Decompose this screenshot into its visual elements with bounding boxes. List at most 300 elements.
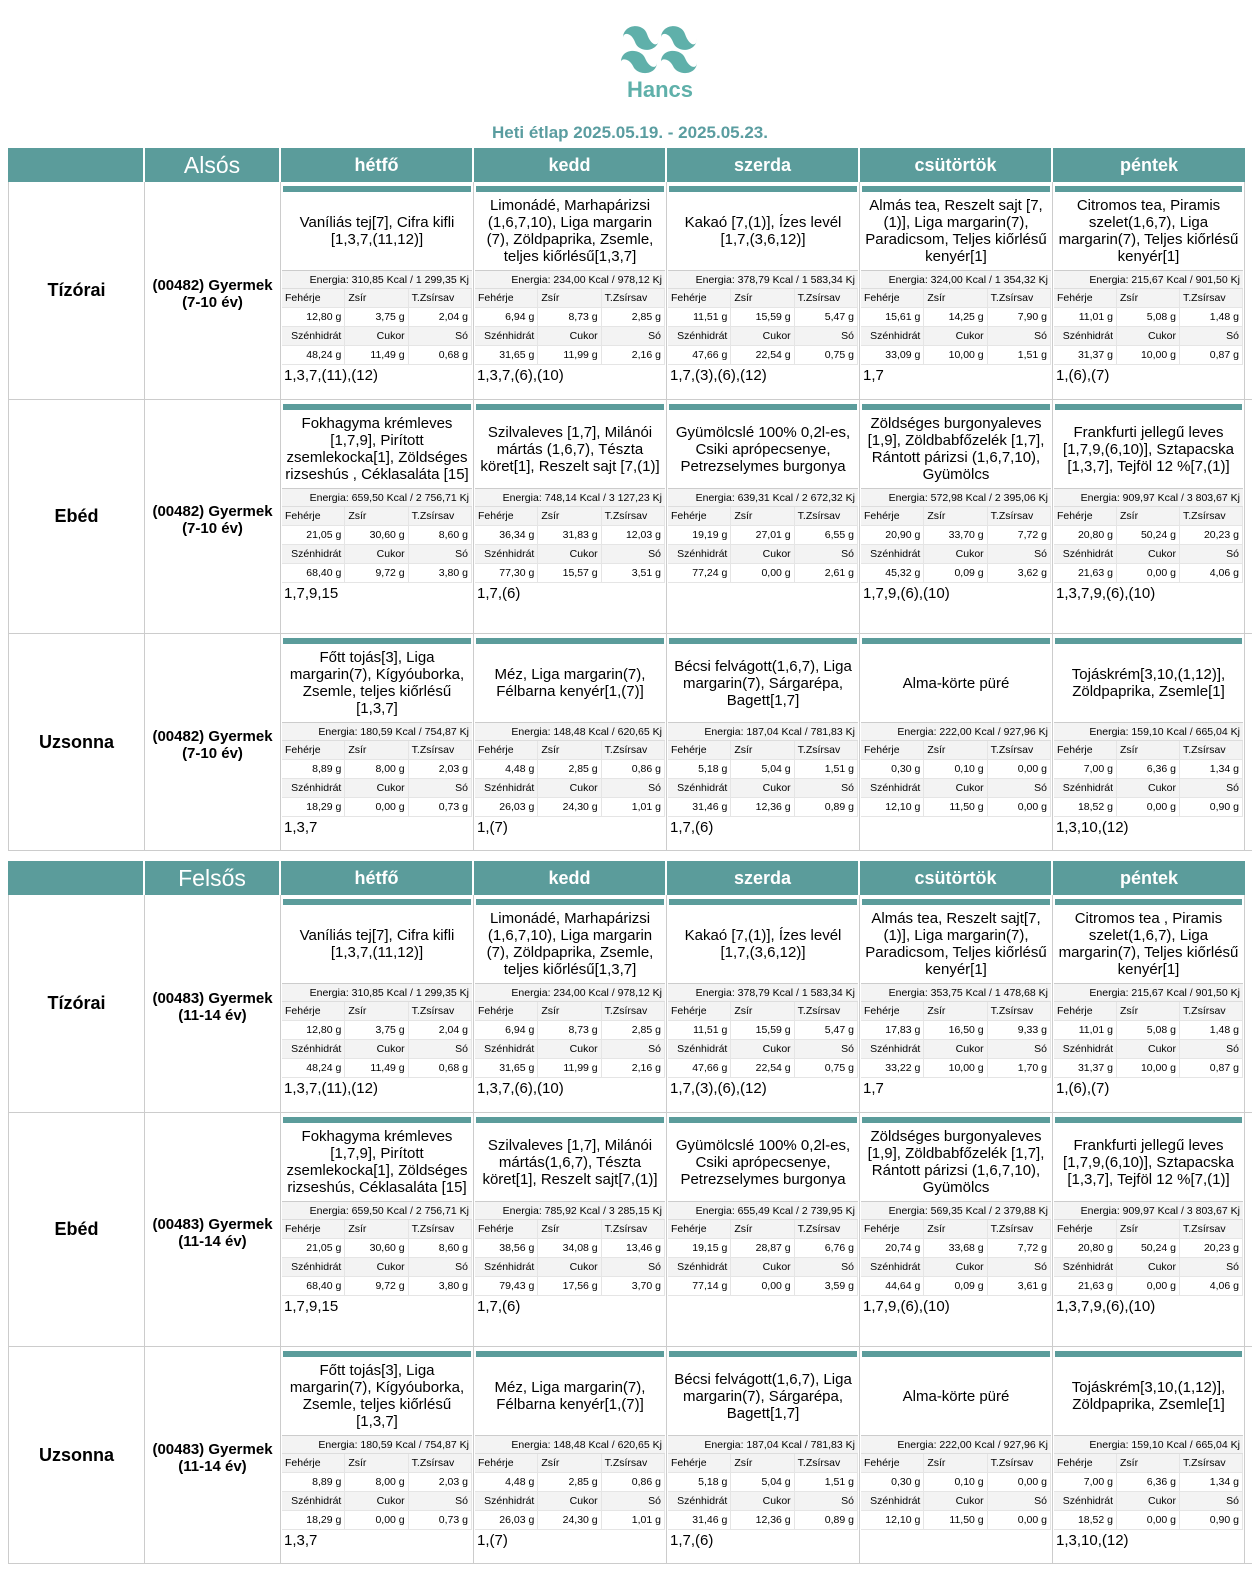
label-zsir: Zsír [924, 289, 987, 308]
day-header: hétfő [281, 861, 474, 895]
dish-text: Kakaó [7,(1)], Ízes levél [1,7,(3,6,12)] [668, 192, 858, 271]
dish-text: Szilvaleves [1,7], Milánói mártás(1,6,7), Tészta köret[1], Reszelt sajt[7,(1)] [475, 1123, 665, 1202]
label-so: Só [988, 1492, 1051, 1511]
label-szenhidrat: Szénhidrát [668, 779, 731, 798]
label-so: Só [602, 1258, 665, 1277]
allergen-codes: 1,(6),(7) [1056, 367, 1110, 384]
day-menu-cell [667, 182, 860, 399]
allergen-codes: 1,3,10,(12) [1056, 1532, 1129, 1549]
allergen-codes: 1,3,7 [284, 1532, 318, 1549]
label-zsir: Zsír [345, 507, 408, 526]
label-so: Só [795, 1258, 858, 1277]
label-tzsirsav: T.Zsírsav [602, 289, 665, 308]
label-szenhidrat: Szénhidrát [282, 545, 345, 564]
energy-value: Energia: 180,59 Kcal / 754,87 Kj [282, 1436, 472, 1454]
value-tzsirsav: 12,03 g [602, 526, 665, 545]
label-so: Só [795, 545, 858, 564]
value-zsir: 0,10 g [924, 1473, 987, 1492]
value-so: 0,00 g [988, 1511, 1051, 1530]
value-cukor: 0,09 g [924, 564, 987, 583]
value-szenhidrat: 48,24 g [282, 346, 345, 365]
meal-name: Uzsonna [8, 1347, 145, 1563]
dish-text: Vaníliás tej[7], Cifra kifli [1,3,7,(11,12)] [282, 192, 472, 271]
value-tzsirsav: 2,85 g [602, 1021, 665, 1040]
label-szenhidrat: Szénhidrát [861, 1258, 924, 1277]
label-szenhidrat: Szénhidrát [861, 327, 924, 346]
label-so: Só [988, 327, 1051, 346]
label-so: Só [1180, 1258, 1243, 1277]
value-zsir: 50,24 g [1117, 526, 1180, 545]
value-zsir: 2,85 g [538, 760, 601, 779]
day-menu-cell [860, 400, 1053, 633]
label-cukor: Cukor [345, 779, 408, 798]
dish-text: Tojáskrém[3,10,(1,12)], Zöldpaprika, Zsemle[1] [1054, 644, 1243, 723]
energy-value: Energia: 159,10 Kcal / 665,04 Kj [1054, 723, 1243, 741]
value-feherje: 21,05 g [282, 526, 345, 545]
hancs-logo [615, 18, 705, 102]
value-zsir: 33,70 g [924, 526, 987, 545]
value-zsir: 14,25 g [924, 308, 987, 327]
label-zsir: Zsír [345, 1220, 408, 1239]
value-szenhidrat: 18,29 g [282, 798, 345, 817]
value-tzsirsav: 6,76 g [795, 1239, 858, 1258]
nutrition-table [668, 1454, 858, 1530]
value-so: 0,90 g [1180, 1511, 1243, 1530]
label-so: Só [1180, 1040, 1243, 1059]
label-tzsirsav: T.Zsírsav [988, 741, 1051, 760]
value-zsir: 15,59 g [731, 1021, 794, 1040]
value-tzsirsav: 0,00 g [988, 760, 1051, 779]
dish-text: Almás tea, Reszelt sajt[7,(1)], Liga margarin(7), Paradicsom, Teljes kiőrlésű kenyér[1] [861, 905, 1051, 984]
label-tzsirsav: T.Zsírsav [1180, 1454, 1243, 1473]
value-szenhidrat: 31,37 g [1054, 1059, 1117, 1078]
value-tzsirsav: 20,23 g [1180, 1239, 1243, 1258]
energy-value: Energia: 310,85 Kcal / 1 299,35 Kj [282, 984, 472, 1002]
value-so: 4,06 g [1180, 564, 1243, 583]
value-feherje: 19,19 g [668, 526, 731, 545]
label-szenhidrat: Szénhidrát [282, 1040, 345, 1059]
label-szenhidrat: Szénhidrát [861, 1040, 924, 1059]
label-feherje: Fehérje [475, 1220, 538, 1239]
value-feherje: 0,30 g [861, 1473, 924, 1492]
value-zsir: 30,60 g [345, 526, 408, 545]
allergen-codes: 1,7,(6) [477, 585, 521, 602]
energy-value: Energia: 572,98 Kcal / 2 395,06 Kj [861, 489, 1051, 507]
nutrition-table [1054, 1220, 1243, 1296]
label-so: Só [409, 1040, 472, 1059]
value-szenhidrat: 21,63 g [1054, 564, 1117, 583]
value-szenhidrat: 12,10 g [861, 798, 924, 817]
day-menu-cell [474, 1113, 667, 1346]
label-tzsirsav: T.Zsírsav [1180, 507, 1243, 526]
energy-value: Energia: 748,14 Kcal / 3 127,23 Kj [475, 489, 665, 507]
label-feherje: Fehérje [475, 1454, 538, 1473]
day-header: szerda [667, 148, 860, 182]
nutrition-table [475, 1454, 665, 1530]
group-name: (00482) Gyermek (7-10 év) [145, 400, 281, 633]
value-tzsirsav: 7,90 g [988, 308, 1051, 327]
day-header: hétfő [281, 148, 474, 182]
label-cukor: Cukor [731, 1040, 794, 1059]
meal-row [8, 1113, 1252, 1347]
nutrition-table [1054, 741, 1243, 817]
label-szenhidrat: Szénhidrát [1054, 327, 1117, 346]
nutrition-table [282, 507, 472, 583]
label-feherje: Fehérje [668, 1454, 731, 1473]
label-szenhidrat: Szénhidrát [668, 1040, 731, 1059]
value-cukor: 17,56 g [538, 1277, 601, 1296]
value-feherje: 5,18 g [668, 1473, 731, 1492]
allergen-codes: 1,7,9,15 [284, 585, 339, 602]
value-szenhidrat: 47,66 g [668, 346, 731, 365]
nutrition-table [1054, 289, 1243, 365]
label-zsir: Zsír [538, 1002, 601, 1021]
label-feherje: Fehérje [282, 507, 345, 526]
logo-wordmark: Hancs [626, 77, 694, 102]
value-cukor: 0,00 g [1117, 1511, 1180, 1530]
value-zsir: 33,68 g [924, 1239, 987, 1258]
energy-value: Energia: 234,00 Kcal / 978,12 Kj [475, 984, 665, 1002]
label-so: Só [409, 779, 472, 798]
value-so: 3,61 g [988, 1277, 1051, 1296]
label-feherje: Fehérje [282, 289, 345, 308]
value-feherje: 11,51 g [668, 308, 731, 327]
label-feherje: Fehérje [1054, 1002, 1117, 1021]
value-tzsirsav: 8,60 g [409, 1239, 472, 1258]
dish-text: Kakaó [7,(1)], Ízes levél [1,7,(3,6,12)] [668, 905, 858, 984]
day-menu-cell [474, 895, 667, 1112]
allergen-codes: 1,7,(3),(6),(12) [670, 367, 767, 384]
label-cukor: Cukor [538, 1492, 601, 1511]
label-feherje: Fehérje [668, 289, 731, 308]
value-cukor: 24,30 g [538, 1511, 601, 1530]
label-tzsirsav: T.Zsírsav [409, 507, 472, 526]
label-cukor: Cukor [731, 1258, 794, 1277]
value-zsir: 3,75 g [345, 1021, 408, 1040]
value-zsir: 16,50 g [924, 1021, 987, 1040]
day-menu-cell [281, 1347, 474, 1563]
value-szenhidrat: 31,65 g [475, 346, 538, 365]
label-tzsirsav: T.Zsírsav [409, 1454, 472, 1473]
label-tzsirsav: T.Zsírsav [602, 1002, 665, 1021]
label-cukor: Cukor [1117, 327, 1180, 346]
energy-value: Energia: 222,00 Kcal / 927,96 Kj [861, 1436, 1051, 1454]
day-header: kedd [474, 148, 667, 182]
label-so: Só [409, 1492, 472, 1511]
energy-value: Energia: 215,67 Kcal / 901,50 Kj [1054, 271, 1243, 289]
meal-row [8, 1347, 1252, 1564]
day-menu-cell [1053, 400, 1245, 633]
label-cukor: Cukor [345, 1040, 408, 1059]
label-so: Só [602, 1040, 665, 1059]
value-so: 1,70 g [988, 1059, 1051, 1078]
label-feherje: Fehérje [1054, 1454, 1117, 1473]
nutrition-table [861, 1454, 1051, 1530]
value-szenhidrat: 79,43 g [475, 1277, 538, 1296]
value-so: 0,90 g [1180, 798, 1243, 817]
energy-value: Energia: 378,79 Kcal / 1 583,34 Kj [668, 271, 858, 289]
label-zsir: Zsír [731, 289, 794, 308]
label-zsir: Zsír [538, 289, 601, 308]
nutrition-table [1054, 1002, 1243, 1078]
label-szenhidrat: Szénhidrát [1054, 545, 1117, 564]
label-szenhidrat: Szénhidrát [282, 1492, 345, 1511]
allergen-codes: 1,3,7,(11),(12) [284, 1080, 378, 1097]
label-so: Só [988, 779, 1051, 798]
meal-name: Uzsonna [8, 634, 145, 850]
value-so: 0,00 g [988, 798, 1051, 817]
allergen-codes: 1,7,9,(6),(10) [863, 585, 950, 602]
day-menu-cell [281, 400, 474, 633]
allergen-codes: 1,3,7,(11),(12) [284, 367, 378, 384]
value-cukor: 10,00 g [1117, 346, 1180, 365]
label-tzsirsav: T.Zsírsav [602, 507, 665, 526]
label-zsir: Zsír [924, 741, 987, 760]
value-tzsirsav: 13,46 g [602, 1239, 665, 1258]
label-zsir: Zsír [1117, 741, 1180, 760]
day-menu-cell [474, 1347, 667, 1563]
day-header: péntek [1053, 861, 1245, 895]
value-feherje: 21,05 g [282, 1239, 345, 1258]
allergen-codes: 1,7,9,15 [284, 1298, 339, 1315]
label-szenhidrat: Szénhidrát [475, 1258, 538, 1277]
value-szenhidrat: 33,09 g [861, 346, 924, 365]
nutrition-table [1054, 507, 1243, 583]
label-cukor: Cukor [1117, 1492, 1180, 1511]
label-so: Só [409, 1258, 472, 1277]
value-cukor: 9,72 g [345, 564, 408, 583]
value-szenhidrat: 77,24 g [668, 564, 731, 583]
value-zsir: 34,08 g [538, 1239, 601, 1258]
nutrition-table [668, 289, 858, 365]
label-cukor: Cukor [538, 1040, 601, 1059]
value-feherje: 17,83 g [861, 1021, 924, 1040]
value-feherje: 7,00 g [1054, 1473, 1117, 1492]
label-feherje: Fehérje [668, 507, 731, 526]
value-so: 0,68 g [409, 1059, 472, 1078]
value-zsir: 31,83 g [538, 526, 601, 545]
value-cukor: 12,36 g [731, 798, 794, 817]
label-feherje: Fehérje [861, 507, 924, 526]
value-tzsirsav: 7,72 g [988, 1239, 1051, 1258]
label-so: Só [1180, 1492, 1243, 1511]
label-tzsirsav: T.Zsírsav [1180, 741, 1243, 760]
label-zsir: Zsír [731, 741, 794, 760]
value-cukor: 24,30 g [538, 798, 601, 817]
energy-value: Energia: 659,50 Kcal / 2 756,71 Kj [282, 489, 472, 507]
nutrition-table [861, 741, 1051, 817]
label-feherje: Fehérje [1054, 741, 1117, 760]
day-header: péntek [1053, 148, 1245, 182]
day-menu-cell [667, 634, 860, 850]
value-zsir: 6,36 g [1117, 1473, 1180, 1492]
menu-section [8, 148, 1252, 851]
label-szenhidrat: Szénhidrát [1054, 1040, 1117, 1059]
label-zsir: Zsír [538, 741, 601, 760]
label-tzsirsav: T.Zsírsav [602, 741, 665, 760]
value-feherje: 8,89 g [282, 760, 345, 779]
label-tzsirsav: T.Zsírsav [602, 1220, 665, 1239]
value-feherje: 5,18 g [668, 760, 731, 779]
day-menu-cell [1053, 634, 1245, 850]
value-feherje: 11,01 g [1054, 1021, 1117, 1040]
value-szenhidrat: 18,29 g [282, 1511, 345, 1530]
label-so: Só [795, 1492, 858, 1511]
dish-text: Főtt tojás[3], Liga margarin(7), Kígyóuborka, Zsemle, teljes kiőrlésű [1,3,7] [282, 1357, 472, 1436]
value-cukor: 22,54 g [731, 346, 794, 365]
section-header-row [8, 148, 1252, 182]
nutrition-table [475, 507, 665, 583]
dish-text: Limonádé, Marhapárizsi (1,6,7,10), Liga margarin (7), Zöldpaprika, Zsemle, teljes kiőrlésű[1,3,7] [475, 905, 665, 984]
value-so: 3,51 g [602, 564, 665, 583]
label-cukor: Cukor [1117, 545, 1180, 564]
value-so: 0,89 g [795, 798, 858, 817]
menu-section [8, 861, 1252, 1564]
value-zsir: 28,87 g [731, 1239, 794, 1258]
label-so: Só [795, 327, 858, 346]
label-tzsirsav: T.Zsírsav [795, 1002, 858, 1021]
value-zsir: 8,00 g [345, 760, 408, 779]
dish-text: Zöldséges burgonyaleves [1,9], Zöldbabfőzelék [1,7], Rántott párizsi (1,6,7,10), Gyümölcs [861, 1123, 1051, 1202]
value-cukor: 0,00 g [731, 564, 794, 583]
value-tzsirsav: 0,86 g [602, 760, 665, 779]
label-zsir: Zsír [731, 1454, 794, 1473]
day-menu-cell [1053, 895, 1245, 1112]
header-blank [8, 148, 145, 182]
value-zsir: 6,36 g [1117, 760, 1180, 779]
label-szenhidrat: Szénhidrát [475, 1040, 538, 1059]
day-menu-cell [1053, 1113, 1245, 1346]
nutrition-table [668, 1220, 858, 1296]
value-tzsirsav: 1,51 g [795, 760, 858, 779]
energy-value: Energia: 234,00 Kcal / 978,12 Kj [475, 271, 665, 289]
value-cukor: 0,00 g [345, 1511, 408, 1530]
value-szenhidrat: 68,40 g [282, 564, 345, 583]
value-tzsirsav: 0,00 g [988, 1473, 1051, 1492]
label-zsir: Zsír [1117, 507, 1180, 526]
allergen-codes: 1,7,(6) [670, 1532, 714, 1549]
allergen-codes: 1,(7) [477, 819, 508, 836]
label-cukor: Cukor [731, 1492, 794, 1511]
value-cukor: 11,50 g [924, 1511, 987, 1530]
value-so: 0,68 g [409, 346, 472, 365]
value-szenhidrat: 26,03 g [475, 1511, 538, 1530]
value-tzsirsav: 6,55 g [795, 526, 858, 545]
label-szenhidrat: Szénhidrát [861, 545, 924, 564]
nutrition-table [475, 1002, 665, 1078]
value-feherje: 4,48 g [475, 760, 538, 779]
value-cukor: 12,36 g [731, 1511, 794, 1530]
value-feherje: 20,80 g [1054, 526, 1117, 545]
nutrition-table [861, 289, 1051, 365]
value-zsir: 0,10 g [924, 760, 987, 779]
label-tzsirsav: T.Zsírsav [409, 741, 472, 760]
value-zsir: 15,59 g [731, 308, 794, 327]
dish-text: Frankfurti jellegű leves [1,7,9,(6,10)], Sztapacska [1,3,7], Tejföl 12 %[7,(1)] [1054, 410, 1243, 489]
label-zsir: Zsír [731, 507, 794, 526]
value-zsir: 5,08 g [1117, 1021, 1180, 1040]
label-szenhidrat: Szénhidrát [475, 545, 538, 564]
label-feherje: Fehérje [1054, 289, 1117, 308]
energy-value: Energia: 569,35 Kcal / 2 379,88 Kj [861, 1202, 1051, 1220]
label-so: Só [409, 327, 472, 346]
dish-text: Gyümölcslé 100% 0,2l-es, Csiki aprópecsenye, Petrezselymes burgonya [668, 1123, 858, 1202]
dish-text: Frankfurti jellegű leves [1,7,9,(6,10)], Sztapacska [1,3,7], Tejföl 12 %[7,(1)] [1054, 1123, 1243, 1202]
value-szenhidrat: 68,40 g [282, 1277, 345, 1296]
nutrition-table [282, 1454, 472, 1530]
value-so: 2,61 g [795, 564, 858, 583]
nutrition-table [282, 1002, 472, 1078]
allergen-codes [668, 1296, 858, 1318]
dish-text: Citromos tea, Piramis szelet(1,6,7), Liga margarin(7), Teljes kiőrlésű kenyér[1] [1054, 192, 1243, 271]
label-cukor: Cukor [345, 327, 408, 346]
value-szenhidrat: 33,22 g [861, 1059, 924, 1078]
label-szenhidrat: Szénhidrát [475, 1492, 538, 1511]
energy-value: Energia: 353,75 Kcal / 1 478,68 Kj [861, 984, 1051, 1002]
label-feherje: Fehérje [282, 741, 345, 760]
label-tzsirsav: T.Zsírsav [1180, 1220, 1243, 1239]
label-tzsirsav: T.Zsírsav [988, 507, 1051, 526]
energy-value: Energia: 215,67 Kcal / 901,50 Kj [1054, 984, 1243, 1002]
day-menu-cell [474, 182, 667, 399]
value-zsir: 2,85 g [538, 1473, 601, 1492]
nutrition-table [475, 289, 665, 365]
value-zsir: 5,04 g [731, 760, 794, 779]
label-szenhidrat: Szénhidrát [668, 545, 731, 564]
value-tzsirsav: 1,48 g [1180, 1021, 1243, 1040]
label-szenhidrat: Szénhidrát [475, 779, 538, 798]
energy-value: Energia: 222,00 Kcal / 927,96 Kj [861, 723, 1051, 741]
label-feherje: Fehérje [861, 1002, 924, 1021]
label-feherje: Fehérje [282, 1220, 345, 1239]
value-szenhidrat: 31,46 g [668, 1511, 731, 1530]
label-tzsirsav: T.Zsírsav [409, 289, 472, 308]
value-tzsirsav: 2,04 g [409, 1021, 472, 1040]
value-cukor: 0,00 g [1117, 1277, 1180, 1296]
dish-text: Almás tea, Reszelt sajt [7,(1)], Liga margarin(7), Paradicsom, Teljes kiőrlésű kenyér[1] [861, 192, 1051, 271]
label-feherje: Fehérje [861, 289, 924, 308]
day-menu-cell [860, 634, 1053, 850]
label-cukor: Cukor [924, 1258, 987, 1277]
value-tzsirsav: 2,85 g [602, 308, 665, 327]
day-menu-cell [860, 182, 1053, 399]
value-zsir: 8,73 g [538, 1021, 601, 1040]
energy-value: Energia: 180,59 Kcal / 754,87 Kj [282, 723, 472, 741]
allergen-codes: 1,3,7 [284, 819, 318, 836]
label-so: Só [1180, 327, 1243, 346]
energy-value: Energia: 148,48 Kcal / 620,65 Kj [475, 723, 665, 741]
value-szenhidrat: 18,52 g [1054, 1511, 1117, 1530]
day-menu-cell [667, 1113, 860, 1346]
value-tzsirsav: 5,47 g [795, 1021, 858, 1040]
value-so: 0,87 g [1180, 1059, 1243, 1078]
group-name: (00482) Gyermek (7-10 év) [145, 182, 281, 399]
nutrition-table [861, 507, 1051, 583]
energy-value: Energia: 159,10 Kcal / 665,04 Kj [1054, 1436, 1243, 1454]
energy-value: Energia: 655,49 Kcal / 2 739,95 Kj [668, 1202, 858, 1220]
value-so: 4,06 g [1180, 1277, 1243, 1296]
value-zsir: 50,24 g [1117, 1239, 1180, 1258]
nutrition-table [475, 1220, 665, 1296]
label-so: Só [1180, 545, 1243, 564]
allergen-codes: 1,3,7,(6),(10) [477, 367, 564, 384]
label-so: Só [409, 545, 472, 564]
day-header: szerda [667, 861, 860, 895]
nutrition-table [668, 741, 858, 817]
value-cukor: 9,72 g [345, 1277, 408, 1296]
dish-text: Méz, Liga margarin(7), Félbarna kenyér[1,(7)] [475, 1357, 665, 1436]
value-tzsirsav: 2,03 g [409, 760, 472, 779]
